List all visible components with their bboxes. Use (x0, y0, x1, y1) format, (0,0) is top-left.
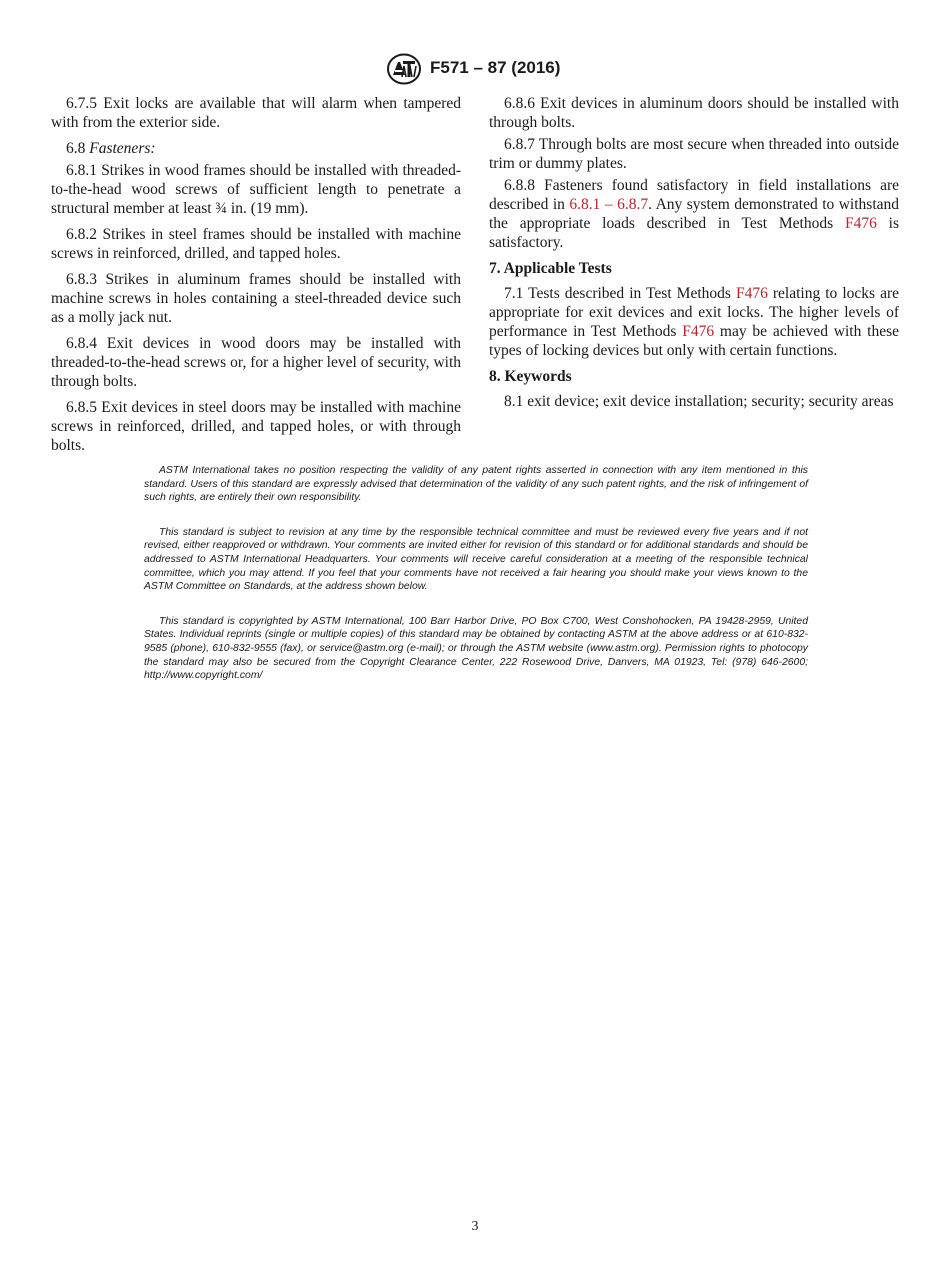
right-column (489, 94, 899, 418)
section-7-heading: 7. Applicable Tests (489, 260, 612, 277)
paragraph-8-1: 8.1 exit device; exit device installation; security; security areas (504, 393, 894, 410)
text-run: relating to locks are appropriate for exit devices and exit locks. The higher levels of performance in Test Methods (489, 285, 899, 340)
section-8-heading: 8. Keywords (489, 368, 572, 385)
page-header (0, 52, 950, 86)
link-f476[interactable]: F476 (682, 323, 715, 340)
paragraph-6-8-7: 6.8.7 Through bolts are most secure when threaded into outside trim or dummy plates. (489, 136, 899, 172)
legal-notices (144, 464, 808, 704)
link-f476[interactable]: F476 (844, 215, 877, 232)
text-run: may be achieved with these types of locking devices but only with certain functions. (489, 323, 899, 359)
paragraph-6-8 (51, 139, 461, 158)
section-number: 6.8 (66, 140, 86, 157)
paragraph-6-8-8 (489, 176, 899, 252)
text-run: . Any system demonstrated to withstand the appropriate loads described in Test Methods (489, 196, 900, 232)
text-run: 6.8.8 Fasteners found satisfactory in field installations are described in (489, 177, 899, 213)
link-6-8-1-to-6-8-7[interactable]: 6.8.1 – 6.8.7 (569, 196, 649, 213)
paragraph-6-7-5: 6.7.5 Exit locks are available that will alarm when tampered with from the exterior side. (51, 95, 461, 131)
text-run: 7.1 Tests described in Test Methods (504, 285, 736, 302)
standard-designation: F571 – 87 (2016) (430, 58, 561, 77)
copyright-notice: This standard is copyrighted by ASTM International, 100 Barr Harbor Drive, PO Box C700, West Conshohocken, PA 19428-2959, United States. Individual reprints (single or multiple copies) of this standard may be obtained by contacting ASTM at the above address or at 610-832-9585 (phone), 610-832-9555 (fax), or service@astm.org (e-mail); or through the ASTM website (www.astm.org). Permission rights to photocopy the standard may also be secured from the Copyright Clearance Center, 222 Rosewood Drive, Danvers, MA 01923, Tel: (978) 646-2600; http://www.copyright.com/ (144, 615, 808, 682)
link-f476[interactable]: F476 (735, 285, 768, 302)
paragraph-6-8-3: 6.8.3 Strikes in aluminum frames should be installed with machine screws in holes containing a steel-threaded device such as a molly jack nut. (51, 271, 461, 326)
page-number: 3 (471, 1219, 479, 1234)
text-run: is satisfactory. (489, 215, 899, 251)
revision-notice: This standard is subject to revision at any time by the responsible technical committee and must be reviewed every five years and if not revised, either reapproved or withdrawn. Your comments are invited either for revision of this standard or for additional standards and should be addressed to ASTM International Headquarters. Your comments will receive careful consideration at a meeting of the responsible technical committee, which you may attend. If you feel that your comments have not received a fair hearing you should make your views known to the ASTM Committee on Standards, at the address shown below. (144, 526, 808, 593)
patent-notice: ASTM International takes no position respecting the validity of any patent rights asserted in connection with any item mentioned in this standard. Users of this standard are expressly advised that determination of the validity of any such patent rights, and the risk of infringement of such rights, are entirely their own responsibility. (144, 465, 808, 504)
left-column (51, 94, 461, 462)
section-title: Fasteners: (89, 140, 156, 157)
paragraph-7-1 (489, 284, 899, 360)
paragraph-6-8-1: 6.8.1 Strikes in wood frames should be installed with threaded-to-the-head wood screws of sufficient length to penetrate a structural member at least ¾ in. (19 mm). (51, 162, 461, 217)
astm-logo-icon (386, 53, 422, 85)
paragraph-6-8-5: 6.8.5 Exit devices in steel doors may be installed with machine screws in reinforced, drilled, and tapped holes, or with through bolts. (51, 399, 461, 454)
paragraph-6-8-2: 6.8.2 Strikes in steel frames should be installed with machine screws in reinforced, drilled, and tapped holes. (51, 226, 461, 262)
paragraph-6-8-6: 6.8.6 Exit devices in aluminum doors should be installed with through bolts. (489, 95, 899, 131)
paragraph-6-8-4: 6.8.4 Exit devices in wood doors may be installed with threaded-to-the-head screws or, for a higher level of security, with through bolts. (51, 335, 461, 390)
